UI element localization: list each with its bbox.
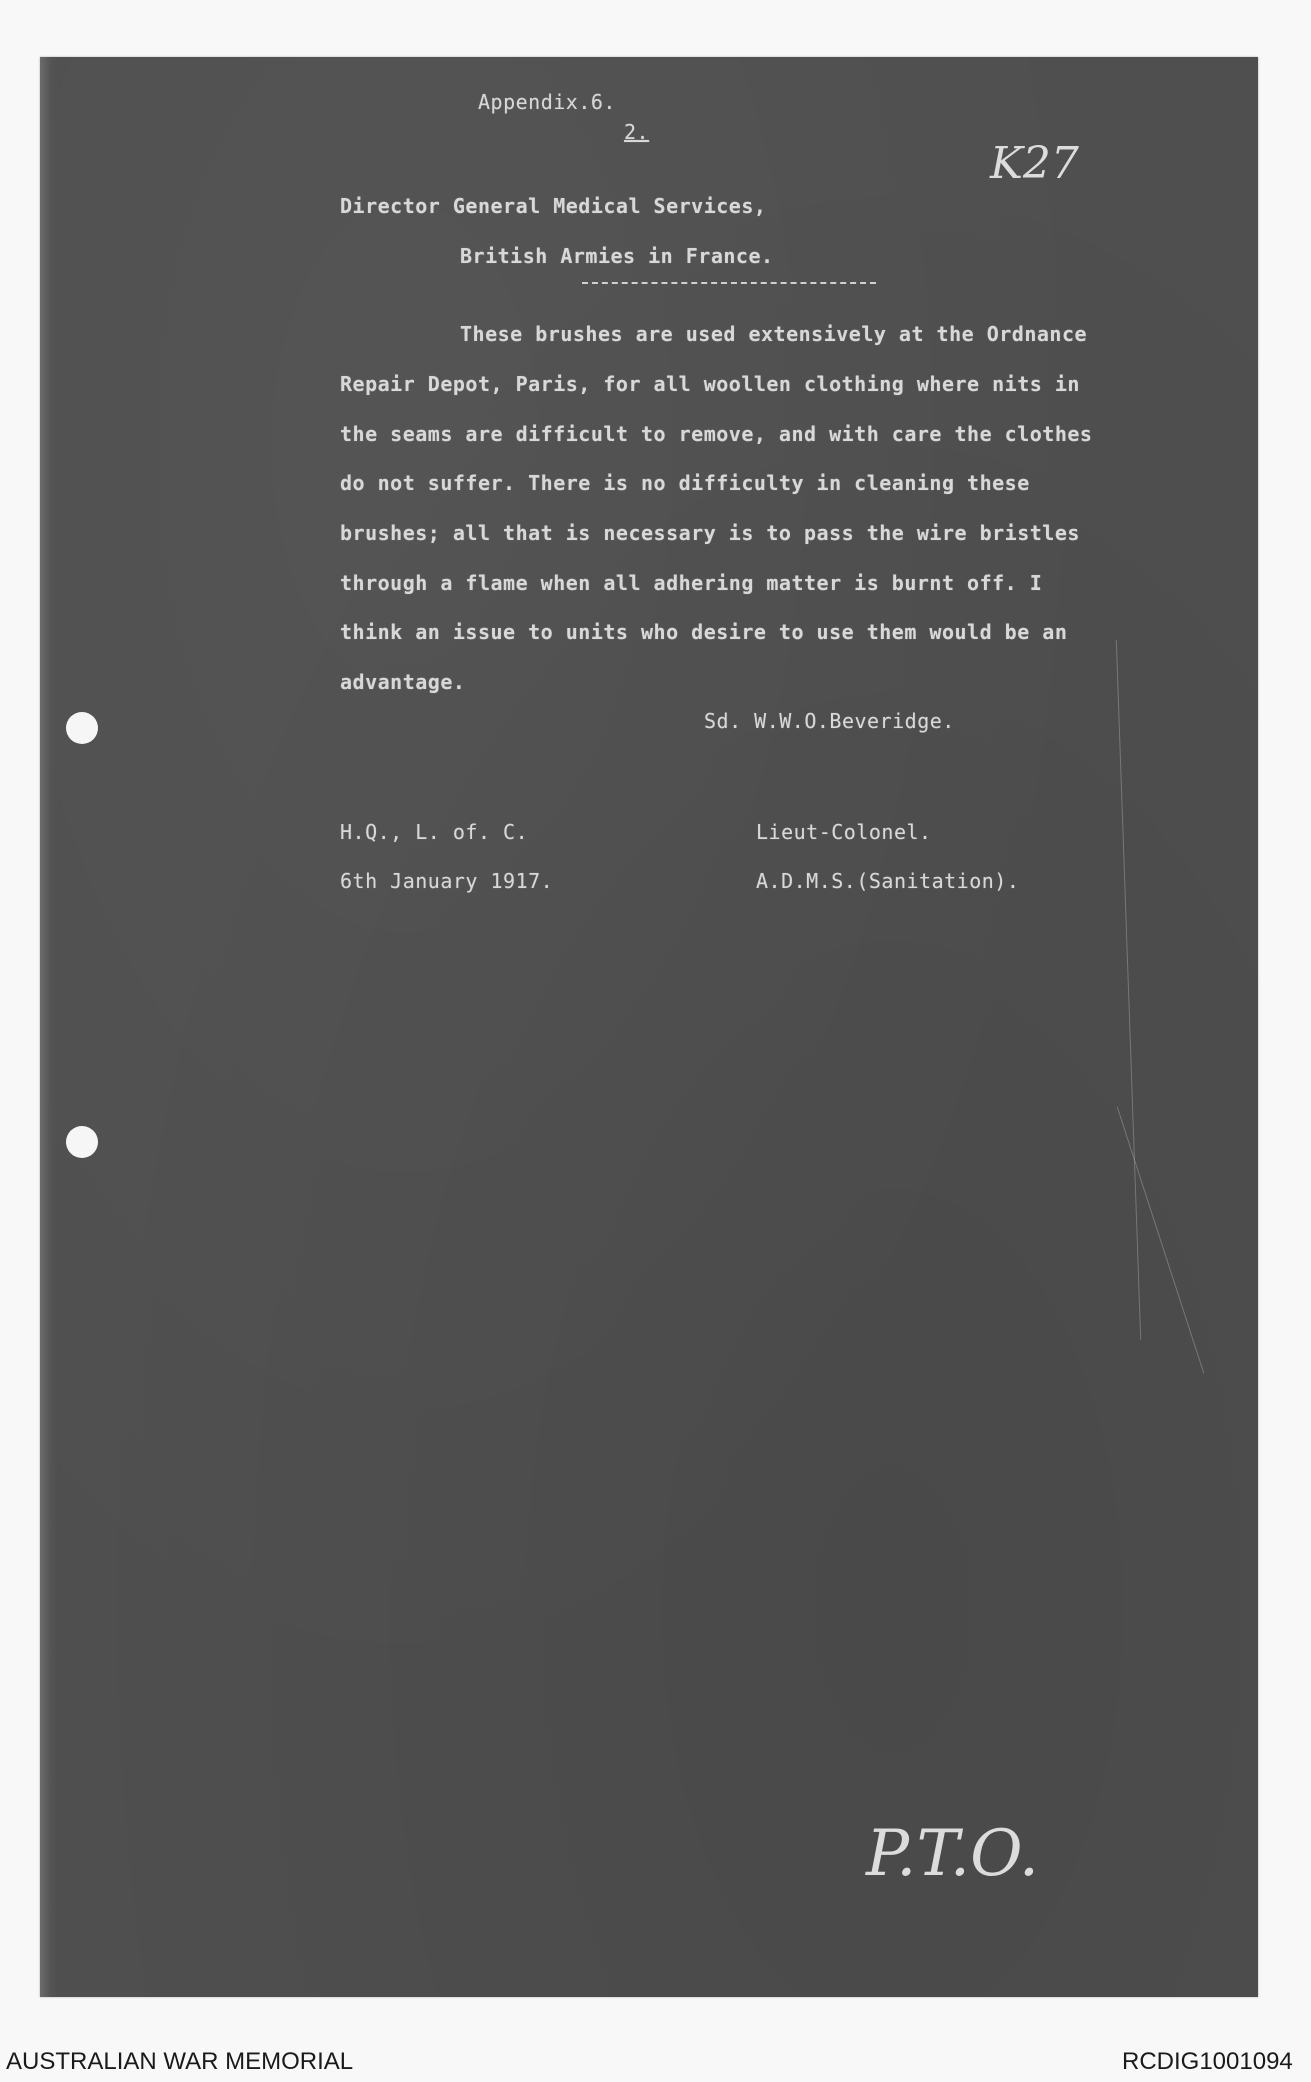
pto-note: P.T.O. — [866, 1817, 1040, 1891]
handwritten-reference: K27 — [990, 138, 1079, 189]
footer-institution: AUSTRALIAN WAR MEMORIAL — [6, 2048, 354, 2075]
body-line: These brushes are used extensively at the Ordnance — [460, 322, 1088, 346]
origin-date: 6th January 1917. — [340, 869, 554, 893]
document-sheet — [40, 57, 1258, 1997]
punch-hole-lower — [66, 1126, 98, 1158]
body-line: advantage. — [340, 670, 466, 694]
body-line: Repair Depot, Paris, for all woollen clothing where nits in — [340, 372, 1080, 396]
origin-line-1: H.Q., L. of. C. — [340, 820, 529, 844]
addressee-line-2: British Armies in France. — [460, 244, 774, 268]
body-line: the seams are difficult to remove, and with care the clothes — [340, 422, 1093, 446]
rank-line-2: A.D.M.S.(Sanitation). — [756, 869, 1020, 893]
appendix-heading: Appendix.6. — [478, 90, 616, 114]
addressee-line-1: Director General Medical Services, — [340, 194, 767, 218]
page-number: 2. — [624, 120, 650, 144]
sheet-left-edge — [40, 57, 58, 1997]
body-line: think an issue to units who desire to use them would be an — [340, 620, 1068, 644]
addressee-underline — [582, 282, 876, 284]
body-line: do not suffer. There is no difficulty in cleaning these — [340, 471, 1030, 495]
footer-catalogue-id: RCDIG1001094 — [1122, 2048, 1293, 2075]
body-line: through a flame when all adhering matter is burnt off. I — [340, 571, 1043, 595]
punch-hole-upper — [66, 712, 98, 744]
signature-line: Sd. W.W.O.Beveridge. — [704, 709, 955, 733]
rank-line-1: Lieut-Colonel. — [756, 820, 932, 844]
body-line: brushes; all that is necessary is to pass the wire bristles — [340, 521, 1080, 545]
